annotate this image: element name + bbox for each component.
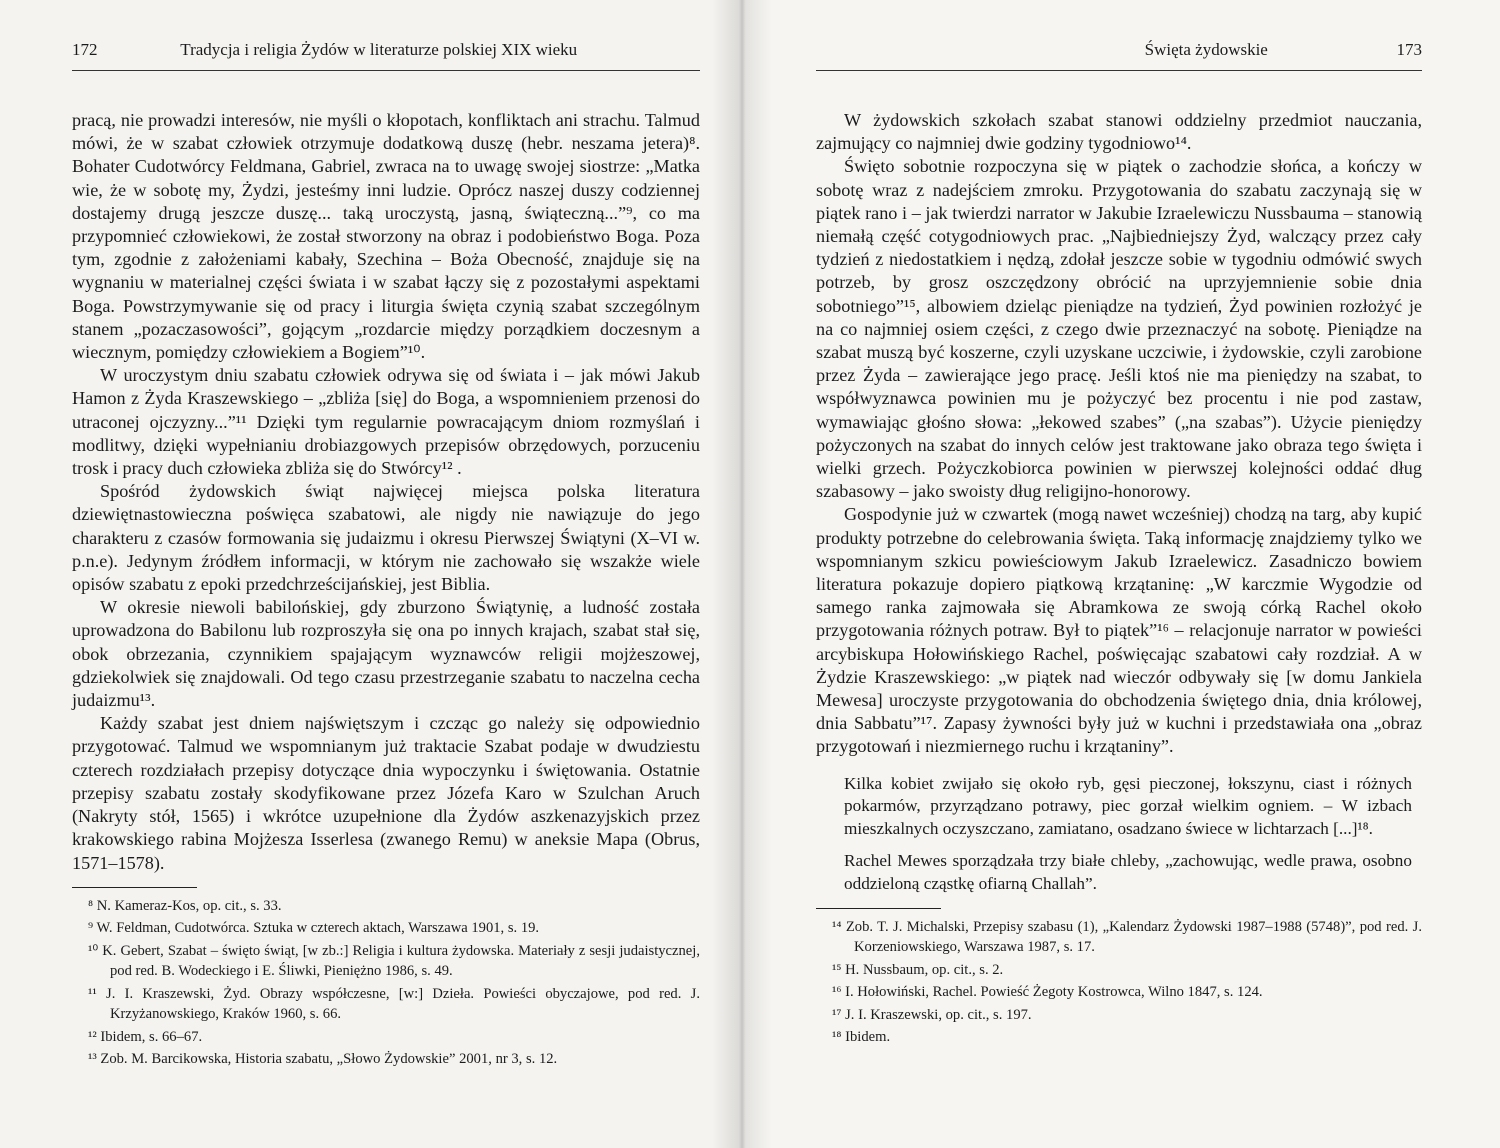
footnote: ¹⁶ I. Hołowiński, Rachel. Powieść Żegoty Kostrowca, Wilno 1847, s. 124. xyxy=(832,984,1263,1001)
footnote: ⁸ N. Kameraz-Kos, op. cit., s. 33. xyxy=(88,897,282,914)
right-page xyxy=(740,0,1500,1148)
right-page-number: 173 xyxy=(1396,40,1422,59)
left-footnote-rule xyxy=(72,887,197,888)
right-running-title: Święta żydowskie xyxy=(1144,40,1268,59)
left-paragraph: pracą, nie prowadzi interesów, nie myśli o kłopotach, konfliktach ani strachu. Talmud mówi, że w szabat człowiek otrzymuje dodatkową duszę (hebr. neszama jetera)⁸. Bohater Cudotwórcy Feldmana, Gabriel, zwraca na to uwagę swojej siostrze: „Matka wie, że w sobotę my, Żydzi, jesteśmy inni ludzie. Oprócz naszej duszy codziennej dostajemy drugą jeszcze duszę... taką uroczystą, jasną, świąteczną...”⁹, co ma przypomnieć człowiekowi, że został stworzony na obraz i podobieństwo Boga. Poza tym, zgodnie z założeniami kabały, Szechina – Boża Obecność, znajduje się na wygnaniu w materialnej części świata i w szabat łączy się z pozostałymi aspektami Boga. Powstrzymywanie się od pracy i liturgia święta czynią szabat szczególnym stanem „pozaczasowości”, gojącym „rozdarcie między porządkiem doczesnym a wiecznym, pomiędzy człowiekiem a Bogiem”¹⁰. xyxy=(72,110,700,363)
footnote: ¹⁸ Ibidem. xyxy=(832,1029,891,1046)
footnote: ¹² Ibidem, s. 66–67. xyxy=(88,1028,203,1045)
left-running-head xyxy=(72,40,700,71)
left-running-title: Tradycja i religia Żydów w literaturze polskiej XIX wieku xyxy=(180,40,578,59)
right-footnotes xyxy=(816,917,1422,1048)
left-paragraph: Każdy szabat jest dniem najświętszym i czcząc go należy się odpowiednio przygotować. Talmud we wspomnianym już traktacie Szabat podaje w dwudziestu czterech rozdziałach przepisy dotyczące dnia wypoczynku i świętowania. Ostatnie przepisy szabatu zostały skodyfikowane przez Józefa Karo w Szulchan Aruch (Nakryty stół, 1565) i wkrótce uzupełnione dla Żydów aszkenazyjskich przez krakowskiego rabina Mojżesza Isserlesa (zwanego Remu) w aneksie Mapa (Obrus, 1571–1578). xyxy=(72,713,700,873)
right-running-head xyxy=(816,40,1422,71)
left-footnotes xyxy=(72,896,700,1070)
left-page-number: 172 xyxy=(72,40,98,59)
footnote: ¹¹ J. I. Kraszewski, Żyd. Obrazy współczesne, [w:] Dzieła. Powieści obyczajowe, pod red. J. Krzyżanowskiego, Kraków 1960, s. 66. xyxy=(88,985,700,1023)
right-footnote-rule xyxy=(816,908,941,909)
footnote: ¹⁵ H. Nussbaum, op. cit., s. 2. xyxy=(832,961,1004,978)
footnote: ¹⁰ K. Gebert, Szabat – święto świąt, [w zb.:] Religia i kultura żydowska. Materiały z sesji judaistycznej, pod red. B. Wodeckiego i E. Śliwki, Pieniężno 1986, s. 49. xyxy=(88,942,700,980)
left-paragraph: Spośród żydowskich świąt najwięcej miejsca polska literatura dziewiętnastowieczna poświęca szabatowi, ale nigdy nie nawiązuje do jego charakteru z czasów formowania się judaizmu i okresu Pierwszej Świątyni (X–VI w. p.n.e). Jedynym źródłem informacji, w którym nie zachowało się wszakże wiele opisów szabatu z epoki przedchrześcijańskiej, jest Biblia. xyxy=(72,481,700,595)
footnote: ¹⁴ Zob. T. J. Michalski, Przepisy szabasu (1), „Kalendarz Żydowski 1987–1988 (5748)”, pod red. J. Korzeniowskiego, Warszawa 1987, s. 17. xyxy=(832,918,1422,956)
right-body-text xyxy=(816,109,1422,896)
right-paragraph: Święto sobotnie rozpoczyna się w piątek o zachodzie słońca, a kończy w sobotę wraz z nadejściem zmroku. Przygotowania do szabatu zaczynają się w piątek rano i – jak twierdzi narrator w Jakubie Izraelewiczu Nussbauma – stanowią niemałą część cotygodniowych prac. „Najbiedniejszy Żyd, walczący przez cały tydzień z niedostatkiem i nędzą, zdołał jeszcze sobie w tygodniu odmówić swych potrzeb, by grosz oszczędzony obrócić na uprzyjemnienie sobie dnia sobotniego”¹⁵, albowiem dzieląc pieniądze na tydzień, Żyd powinien rozłożyć je na co najmniej osiem części, z czego dwie przeznaczyć na sobotę. Pieniądze na szabat muszą być koszerne, czyli uzyskane uczciwie, i żydowskie, czyli zarobione przez Żyda – zawierające jego pracę. Jeśli ktoś nie ma pieniędzy na szabat, to współwyznawca powinien mu je pożyczyć bez procentu i nie pod zastaw, wymawiając głośno słowa: „łekowed szabes” („na szabas”). Użycie pieniędzy pożyczonych na szabat do innych celów jest traktowane jako obraza tego święta i wielki grzech. Pożyczkobiorca powinien w pierwszej kolejności oddać dług szabasowy – jako swoisty dług religijno-honorowy. xyxy=(816,156,1422,502)
footnote: ¹³ Zob. M. Barcikowska, Historia szabatu, „Słowo Żydowskie” 2001, nr 3, s. 12. xyxy=(88,1051,558,1068)
left-body-text xyxy=(72,109,700,875)
left-paragraph: W uroczystym dniu szabatu człowiek odrywa się od świata i – jak mówi Jakub Hamon z Żyda Kraszewskiego – „zbliża [się] do Boga, a wspomnieniem przenosi do utraconej ojczyzny...”¹¹ Dzięki tym regularnie powracającym dniom rozmyślań i modlitwy, dzięki wypełnianiu drobiazgowych przepisów obrzędowych, porzuceniu trosk i pracy duch człowieka zbliża się do Stwórcy¹² . xyxy=(72,365,700,479)
right-paragraph: W żydowskich szkołach szabat stanowi oddzielny przedmiot nauczania, zajmujący co najmniej dwie godziny tygodniowo¹⁴. xyxy=(816,110,1422,154)
left-paragraph: W okresie niewoli babilońskiej, gdy zburzono Świątynię, a ludność została uprowadzona do Babilonu lub rozproszyła się ona po innych krajach, szabat stał się, obok obrzezania, czynnikiem spajającym wyznawców religii mojżeszowej, gdziekolwiek się znajdowali. Od tego czasu przestrzeganie szabatu to naczelna cecha judaizmu¹³. xyxy=(72,597,700,711)
footnote: ⁹ W. Feldman, Cudotwórca. Sztuka w czterech aktach, Warszawa 1901, s. 19. xyxy=(88,920,540,937)
right-paragraph: Gospodynie już w czwartek (mogą nawet wcześniej) chodzą na targ, aby kupić produkty potrzebne do celebrowania święta. Taką informację znajdziemy tylko we wspomnianym szkicu powieściowym Jakub Izraelewicz. Zasadniczo bowiem literatura pokazuje dopiero piątkową krzątaninę: „W karczmie Wygodzie od samego ranka zajmowała się Abramkowa ze swoją córką Rachel około przygotowania różnych potraw. Był to piątek”¹⁶ – relacjonuje narrator w powieści arcybiskupa Hołowińskiego Rachel, poświęcając szabatowi cały rozdział. A w Żydzie Kraszewskiego: „w piątek nad wieczór odbywały się [w domu Jankiela Mewesa] uroczyste przygotowania do obchodzenia świętego dnia, dnia królowej, dnia Sabbatu”¹⁷. Zapasy żywności były już w kuchni i przedstawiała ona „obraz przygotowań i niezmiernego ruchu i krzątaniny”. xyxy=(816,504,1422,757)
footnote: ¹⁷ J. I. Kraszewski, op. cit., s. 197. xyxy=(832,1006,1032,1023)
block-quote: Kilka kobiet zwijało się około ryb, gęsi pieczonej, łokszynu, ciast i różnych pokarmów, przyrządzano potrawy, piec gorzał wielkim ogniem. – W izbach mieszkalnych oczyszczano, zamiatano, osadzano świece w lichtarzach [...]¹⁸. xyxy=(844,773,1412,838)
left-page xyxy=(0,0,740,1148)
block-quote: Rachel Mewes sporządzała trzy białe chleby, „zachowując, wedle prawa, osobno oddzieloną cząstkę ofiarną Challah”. xyxy=(844,851,1412,894)
